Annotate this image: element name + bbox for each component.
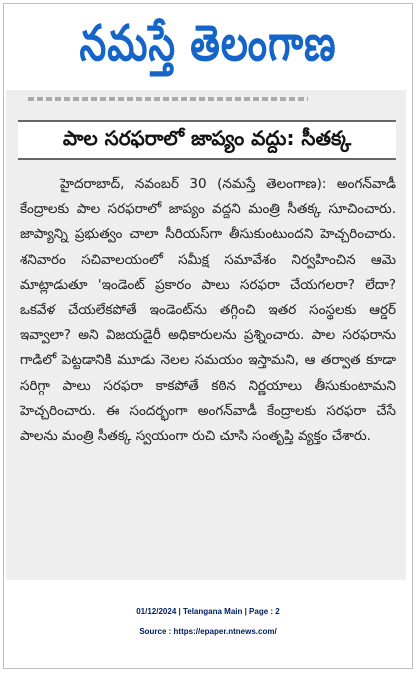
publication-info: 01/12/2024 | Telangana Main | Page : 2 xyxy=(136,607,280,616)
cropped-previous-text-line xyxy=(28,97,308,101)
masthead-logo-text: నమస్తే తెలంగాణ xyxy=(79,14,337,72)
article-headline: పాల సరఫరాలో జాప్యం వద్దు: సీతక్క xyxy=(62,125,352,150)
headline-box xyxy=(18,120,396,160)
newspaper-masthead xyxy=(6,6,410,80)
article-clipping xyxy=(6,90,406,580)
source-link[interactable]: Source : https://epaper.ntnews.com/ xyxy=(139,627,277,636)
article-body: హైదరాబాద్, నవంబర్ 30 (నమస్తే తెలంగాణ): అంగన్‌వాడీ కేంద్రాలకు పాల సరఫరాలో జాప్యం వద్దని మంత్రి సీతక్క సూచించారు. జాప్యాన్ని ప్రభుత్వం చాలా సీరియస్‌గా తీసుకుంటుందని హెచ్చరించారు. శనివారం సచివాలయంలో సమీక్ష సమావేశం నిర్వహించిన ఆమె మాట్లాడుతూ 'ఇండెంట్ ప్రకారం పాలు సరఫరా చేయగలరా? లేదా? ఒకవేళ చేయలేకపోతే ఇండెంట్‌ను తగ్గించి ఇతర సంస్థలకు ఆర్డర్ ఇవ్వాలా? అని విజయడైరీ అధికారులను ప్రశ్నించారు. పాల సరఫరాను గాడిలో పెట్టడానికి మూడు నెలల సమయం ఇస్తామని, ఆ తర్వాత కూడా సరిగ్గా పాలు సరఫరా కాకపోతే కఠిన నిర్ణయాలు తీసుకుంటామని హెచ్చరించారు. ఈ సందర్భంగా అంగన్‌వాడీ కేంద్రాలకు సరఫరా చేసే పాలను మంత్రి సీతక్క స్వయంగా రుచి చూసి సంతృప్తి వ్యక్తం చేశారు. xyxy=(20,176,396,445)
clipping-footer xyxy=(6,602,410,642)
